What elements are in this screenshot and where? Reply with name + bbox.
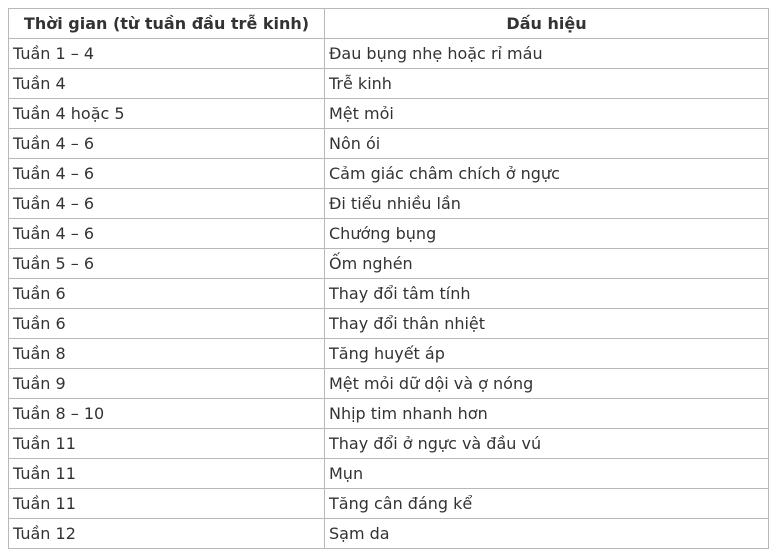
cell-sign: Tăng cân đáng kể (325, 489, 769, 519)
cell-sign: Nhịp tim nhanh hơn (325, 399, 769, 429)
cell-sign: Thay đổi thân nhiệt (325, 309, 769, 339)
cell-sign: Cảm giác châm chích ở ngực (325, 159, 769, 189)
cell-time: Tuần 4 hoặc 5 (9, 99, 325, 129)
cell-time: Tuần 8 (9, 339, 325, 369)
cell-time: Tuần 4 – 6 (9, 129, 325, 159)
cell-sign: Thay đổi ở ngực và đầu vú (325, 429, 769, 459)
header-time: Thời gian (từ tuần đầu trễ kinh) (9, 9, 325, 39)
cell-time: Tuần 4 – 6 (9, 159, 325, 189)
table-row (9, 309, 769, 339)
cell-time: Tuần 6 (9, 309, 325, 339)
cell-sign: Mụn (325, 459, 769, 489)
cell-time: Tuần 1 – 4 (9, 39, 325, 69)
table-row (9, 339, 769, 369)
cell-time: Tuần 9 (9, 369, 325, 399)
cell-sign: Ốm nghén (325, 249, 769, 279)
table-row (9, 399, 769, 429)
table-row (9, 249, 769, 279)
cell-sign: Đi tiểu nhiều lần (325, 189, 769, 219)
cell-sign: Tăng huyết áp (325, 339, 769, 369)
table-row (9, 459, 769, 489)
table-row (9, 519, 769, 549)
table-row (9, 39, 769, 69)
cell-sign: Nôn ói (325, 129, 769, 159)
header-sign: Dấu hiệu (325, 9, 769, 39)
cell-sign: Mệt mỏi (325, 99, 769, 129)
cell-time: Tuần 11 (9, 429, 325, 459)
table-row (9, 279, 769, 309)
cell-time: Tuần 11 (9, 459, 325, 489)
table-row (9, 129, 769, 159)
cell-time: Tuần 4 (9, 69, 325, 99)
table-row (9, 429, 769, 459)
cell-time: Tuần 8 – 10 (9, 399, 325, 429)
cell-sign: Sạm da (325, 519, 769, 549)
cell-time: Tuần 6 (9, 279, 325, 309)
cell-sign: Chướng bụng (325, 219, 769, 249)
table-row (9, 489, 769, 519)
cell-time: Tuần 5 – 6 (9, 249, 325, 279)
table-row (9, 219, 769, 249)
pregnancy-signs-table (8, 8, 769, 549)
table-row (9, 189, 769, 219)
cell-sign: Trễ kinh (325, 69, 769, 99)
table-row (9, 99, 769, 129)
cell-sign: Thay đổi tâm tính (325, 279, 769, 309)
table-row (9, 69, 769, 99)
cell-sign: Đau bụng nhẹ hoặc rỉ máu (325, 39, 769, 69)
cell-sign: Mệt mỏi dữ dội và ợ nóng (325, 369, 769, 399)
cell-time: Tuần 4 – 6 (9, 219, 325, 249)
cell-time: Tuần 11 (9, 489, 325, 519)
cell-time: Tuần 12 (9, 519, 325, 549)
table-header-row (9, 9, 769, 39)
table-row (9, 159, 769, 189)
cell-time: Tuần 4 – 6 (9, 189, 325, 219)
table-row (9, 369, 769, 399)
